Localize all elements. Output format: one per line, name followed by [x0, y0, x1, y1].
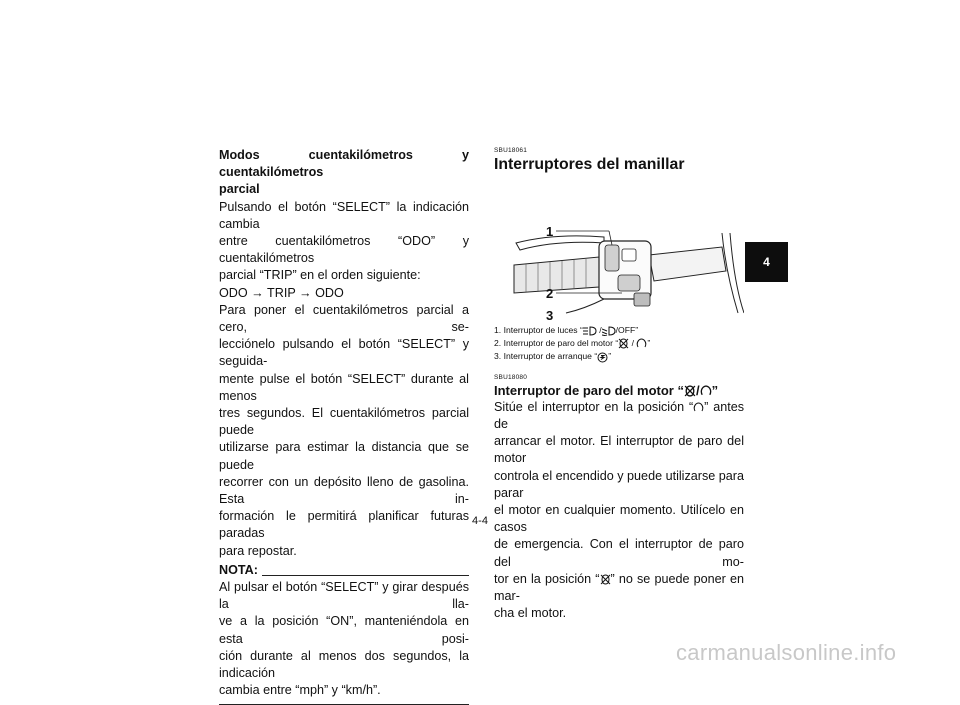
engine-stop-off-icon — [600, 574, 611, 585]
legend-text: Interruptor de arranque “ — [503, 351, 598, 362]
legend-num: 1. — [494, 325, 502, 335]
note-rule — [262, 575, 469, 576]
engine-run-icon — [693, 402, 704, 413]
body-line: cha el motor. — [494, 606, 567, 621]
para1-line: entre cuentakilómetros “ODO” y cuentakilómetros — [219, 234, 469, 266]
legend-item-3 — [494, 350, 744, 363]
high-beam-icon — [583, 326, 597, 336]
para2-line: recorrer con un depósito lleno de gasolina. Esta in- — [219, 474, 469, 507]
note-line: ve a la posición “ON”, manteniéndola en esta posi- — [219, 614, 469, 646]
body-text: ” antes de — [494, 399, 744, 432]
para2-line: Para poner el cuentakilómetros parcial a cero, se- — [219, 302, 469, 335]
subsection-title-text: Interruptor de paro del motor “ — [494, 382, 684, 398]
body-text: tor en la posición “ — [494, 571, 600, 586]
note-bottom-rule — [219, 704, 469, 705]
note-line: ción durante al menos dos segundos, la indicación — [219, 648, 469, 681]
odometer-heading-line1: Modos cuentakilómetros y cuentakilómetros — [219, 148, 469, 180]
subsection-title — [494, 382, 744, 399]
odometer-heading-line2: parcial — [219, 182, 260, 197]
para2-line: mente pulse el botón “SELECT” durante al menos — [219, 371, 469, 403]
legend-num: 2. — [494, 338, 502, 349]
section-code: SBU18061 — [494, 147, 528, 154]
handlebar-switch-illustration — [494, 183, 744, 315]
legend-item-2 — [494, 337, 744, 350]
chapter-tab: 4 — [745, 242, 788, 282]
note-label: NOTA: — [219, 562, 258, 577]
note-line: Al pulsar el botón “SELECT” y girar después la lla- — [219, 580, 469, 612]
figure-legend — [494, 324, 744, 364]
engine-run-icon — [636, 338, 647, 349]
callout-1: 1 — [546, 224, 554, 239]
para2-line: utilizarse para estimar la distancia que se puede — [219, 440, 469, 472]
body-line: de emergencia. Con el interruptor de paro del mo- — [494, 537, 744, 569]
callout-2: 2 — [546, 286, 554, 301]
low-beam-icon — [602, 326, 616, 336]
engine-run-icon — [700, 385, 712, 397]
legend-text: ” — [608, 351, 612, 362]
body-line: el motor en cualquier momento. Utilícelo en casos — [494, 503, 744, 535]
legend-text: /OFF” — [615, 325, 639, 335]
para2-line: lecciónelo pulsando el botón “SELECT” y seguida- — [219, 337, 469, 369]
callout-3: 3 — [546, 308, 554, 323]
subsection-title-separator: / — [695, 382, 700, 398]
para1-line: Pulsando el botón “SELECT” la indicación cambia — [219, 199, 469, 231]
note-header — [219, 562, 469, 579]
legend-separator: / — [631, 338, 634, 349]
left-column — [219, 147, 469, 705]
para2-line: tres segundos. El cuentakilómetros parcial puede — [219, 406, 469, 438]
note-line: cambia entre “mph” y “km/h”. — [219, 683, 381, 698]
engine-stop-off-icon — [618, 338, 629, 349]
legend-text: Interruptor de luces “ — [503, 325, 583, 335]
body-line — [494, 571, 744, 605]
body-line: controla el encendido y puede utilizarse para parar — [494, 468, 744, 500]
legend-item-1 — [494, 324, 744, 337]
para2-line: formación le permitirá planificar futuras paradas — [219, 509, 469, 541]
para2-line: para repostar. — [219, 543, 297, 558]
right-column — [494, 147, 744, 622]
legend-num: 3. — [494, 351, 502, 362]
para1-line: parcial “TRIP” en el orden siguiente: — [219, 268, 421, 283]
handlebar-switch-figure — [494, 183, 744, 323]
body-line — [494, 399, 744, 433]
engine-stop-off-icon — [684, 385, 696, 397]
starter-icon — [597, 352, 608, 363]
body-line: arrancar el motor. El interruptor de paro del motor — [494, 434, 744, 466]
body-text: ” no se puede poner en mar- — [494, 571, 744, 604]
page-number: 4-4 — [472, 515, 488, 527]
subsection-title-text: ” — [711, 382, 719, 398]
legend-separator: / — [599, 325, 602, 335]
watermark: carmanualsonline.info — [676, 640, 897, 665]
mode-sequence: ODO → TRIP → ODO — [219, 285, 344, 300]
legend-text: Interruptor de paro del motor “ — [503, 338, 619, 349]
body-text: Sitúe el interruptor en la posición “ — [494, 399, 694, 414]
section-title: Interruptores del manillar — [494, 156, 685, 173]
legend-text: ” — [647, 338, 651, 349]
subsection-code: SBU18080 — [494, 373, 528, 381]
